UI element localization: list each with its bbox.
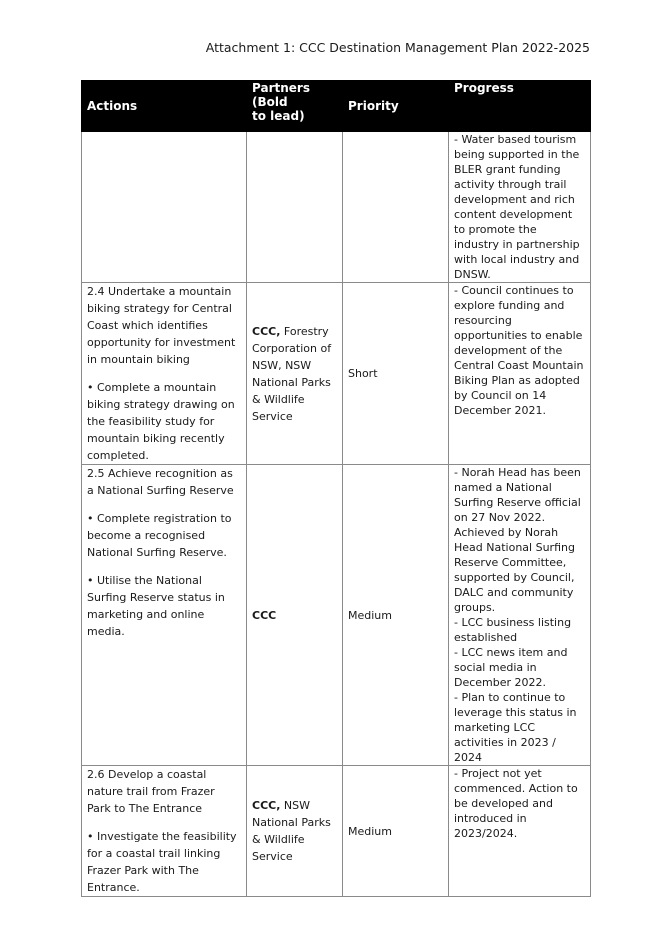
col-header-partners-line1: Partners (Bold <box>252 81 310 109</box>
actions-cell <box>82 283 247 465</box>
other-partners: Forestry Corporation of NSW, NSW National Parks & Wildlife Service <box>252 324 332 423</box>
progress-cell <box>449 766 591 897</box>
action-plan-table <box>81 80 591 897</box>
table-row <box>82 766 591 897</box>
col-header-progress: Progress <box>449 81 591 132</box>
progress-cell <box>449 132 591 283</box>
actions-cell <box>82 132 247 283</box>
partners-cell <box>247 283 343 465</box>
progress-cell <box>449 465 591 766</box>
priority-cell: Medium <box>343 465 449 766</box>
action-bullet: • Complete a mountain biking strategy drawing on the feasibility study for mountain biking recently completed. <box>87 381 235 462</box>
progress-text: - Council continues to explore funding and resourcing opportunities to enable development of the Central Coast Mountain Biking Plan as adopted by Council on 14 December 2021. <box>454 284 584 417</box>
table-row <box>82 283 591 465</box>
col-header-partners-line2: to lead) <box>252 109 305 123</box>
progress-text: - Water based tourism being supported in the BLER grant funding activity through trail development and rich content development to promote the industry in partnership with local industry and DNSW. <box>454 133 580 281</box>
action-title: 2.5 Achieve recognition as a National Surfing Reserve <box>87 467 234 497</box>
priority-cell: Medium <box>343 766 449 897</box>
actions-cell <box>82 465 247 766</box>
action-bullet: • Complete registration to become a recognised National Surfing Reserve. <box>87 512 232 559</box>
progress-text: - Plan to continue to leverage this status in marketing LCC activities in 2023 / 2024 <box>454 691 577 764</box>
lead-partner: CCC, <box>252 799 281 812</box>
priority-cell: Short <box>343 283 449 465</box>
table-header-row <box>82 81 591 132</box>
partners-cell <box>247 132 343 283</box>
col-header-actions: Actions <box>82 81 247 132</box>
table-row <box>82 465 591 766</box>
actions-cell <box>82 766 247 897</box>
progress-text: - Project not yet commenced. Action to be developed and introduced in 2023/2024. <box>454 767 578 840</box>
progress-text: - LCC business listing established <box>454 616 572 644</box>
progress-cell <box>449 283 591 465</box>
action-title: 2.4 Undertake a mountain biking strategy for Central Coast which identifies opportunity for investment in mountain biking <box>87 285 236 366</box>
col-header-partners <box>247 81 343 132</box>
progress-text: - Norah Head has been named a National Surfing Reserve official on 27 Nov 2022. Achieved by Norah Head National Surfing Reserve Committee, supported by Council, DALC and community groups. <box>454 466 581 614</box>
other-partners: NSW National Parks & Wildlife Service <box>252 799 331 863</box>
lead-partner: CCC <box>252 608 277 622</box>
partners-cell <box>247 766 343 897</box>
action-title: 2.6 Develop a coastal nature trail from Frazer Park to The Entrance <box>87 768 215 815</box>
progress-text: - LCC news item and social media in December 2022. <box>454 646 568 689</box>
partners-cell <box>247 465 343 766</box>
priority-cell <box>343 132 449 283</box>
lead-partner: CCC, <box>252 324 281 338</box>
col-header-priority: Priority <box>343 81 449 132</box>
page-header-title: Attachment 1: CCC Destination Management Plan 2022-2025 <box>205 40 590 55</box>
table-row <box>82 132 591 283</box>
action-bullet: • Investigate the feasibility for a coastal trail linking Frazer Park with The Entrance. <box>87 830 237 894</box>
action-bullet: • Utilise the National Surfing Reserve status in marketing and online media. <box>87 574 225 638</box>
